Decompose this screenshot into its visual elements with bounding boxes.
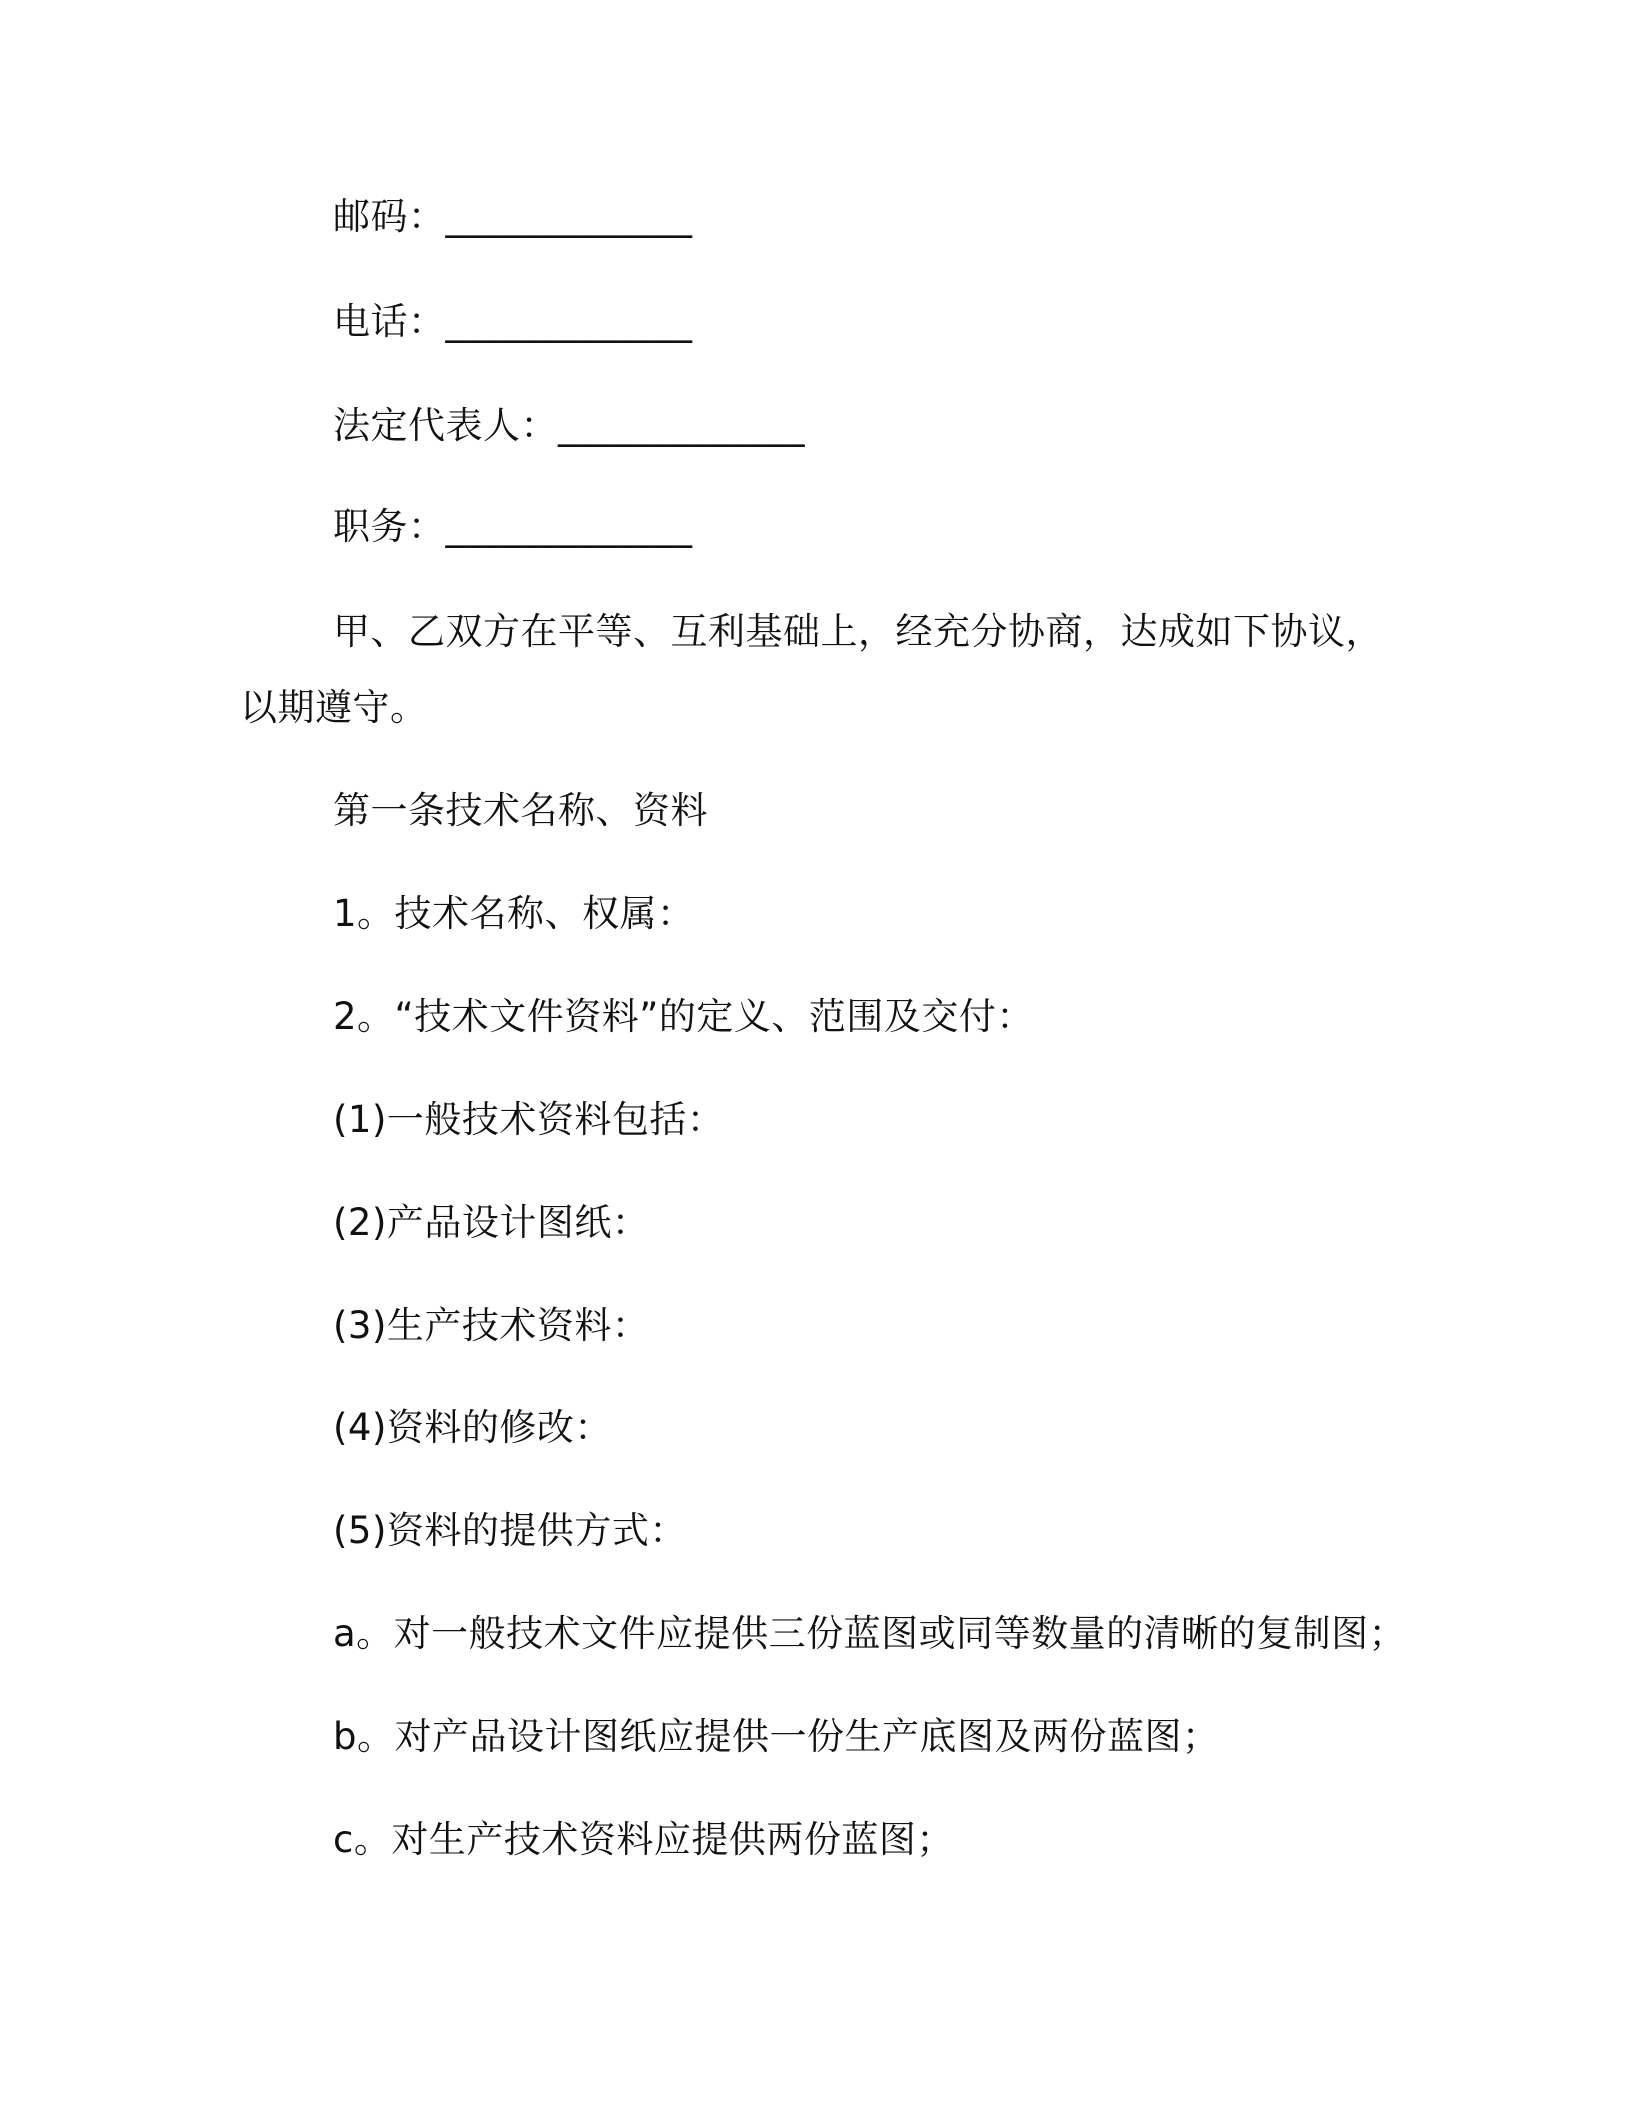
phone-field: 电话：_____________: [333, 300, 693, 343]
article-item-2: 2。“技术文件资料”的定义、范围及交付：: [333, 995, 1034, 1038]
article-title: 第一条技术名称、资料: [333, 789, 708, 832]
preamble-line-1: 甲、乙双方在平等、互利基础上，经充分协商，达成如下协议，: [333, 610, 1383, 653]
legal-representative-field: 法定代表人：_____________: [333, 404, 805, 447]
subitem-3: (3)生产技术资料：: [333, 1304, 650, 1347]
subitem-5: (5)资料的提供方式：: [333, 1509, 687, 1552]
position-field: 职务：_____________: [333, 505, 693, 548]
provision-a: a。对一般技术文件应提供三份蓝图或同等数量的清晰的复制图；: [333, 1612, 1407, 1655]
subitem-4: (4)资料的修改：: [333, 1406, 612, 1449]
article-item-1: 1。技术名称、权属：: [333, 892, 695, 935]
subitem-1: (1)一般技术资料包括：: [333, 1098, 725, 1141]
postcode-field: 邮码：_____________: [333, 195, 693, 238]
provision-b: b。对产品设计图纸应提供一份生产底图及两份蓝图；: [333, 1715, 1220, 1758]
preamble-line-2: 以期遵守。: [240, 686, 428, 729]
provision-c: c。对生产技术资料应提供两份蓝图；: [333, 1818, 954, 1861]
subitem-2: (2)产品设计图纸：: [333, 1201, 650, 1244]
